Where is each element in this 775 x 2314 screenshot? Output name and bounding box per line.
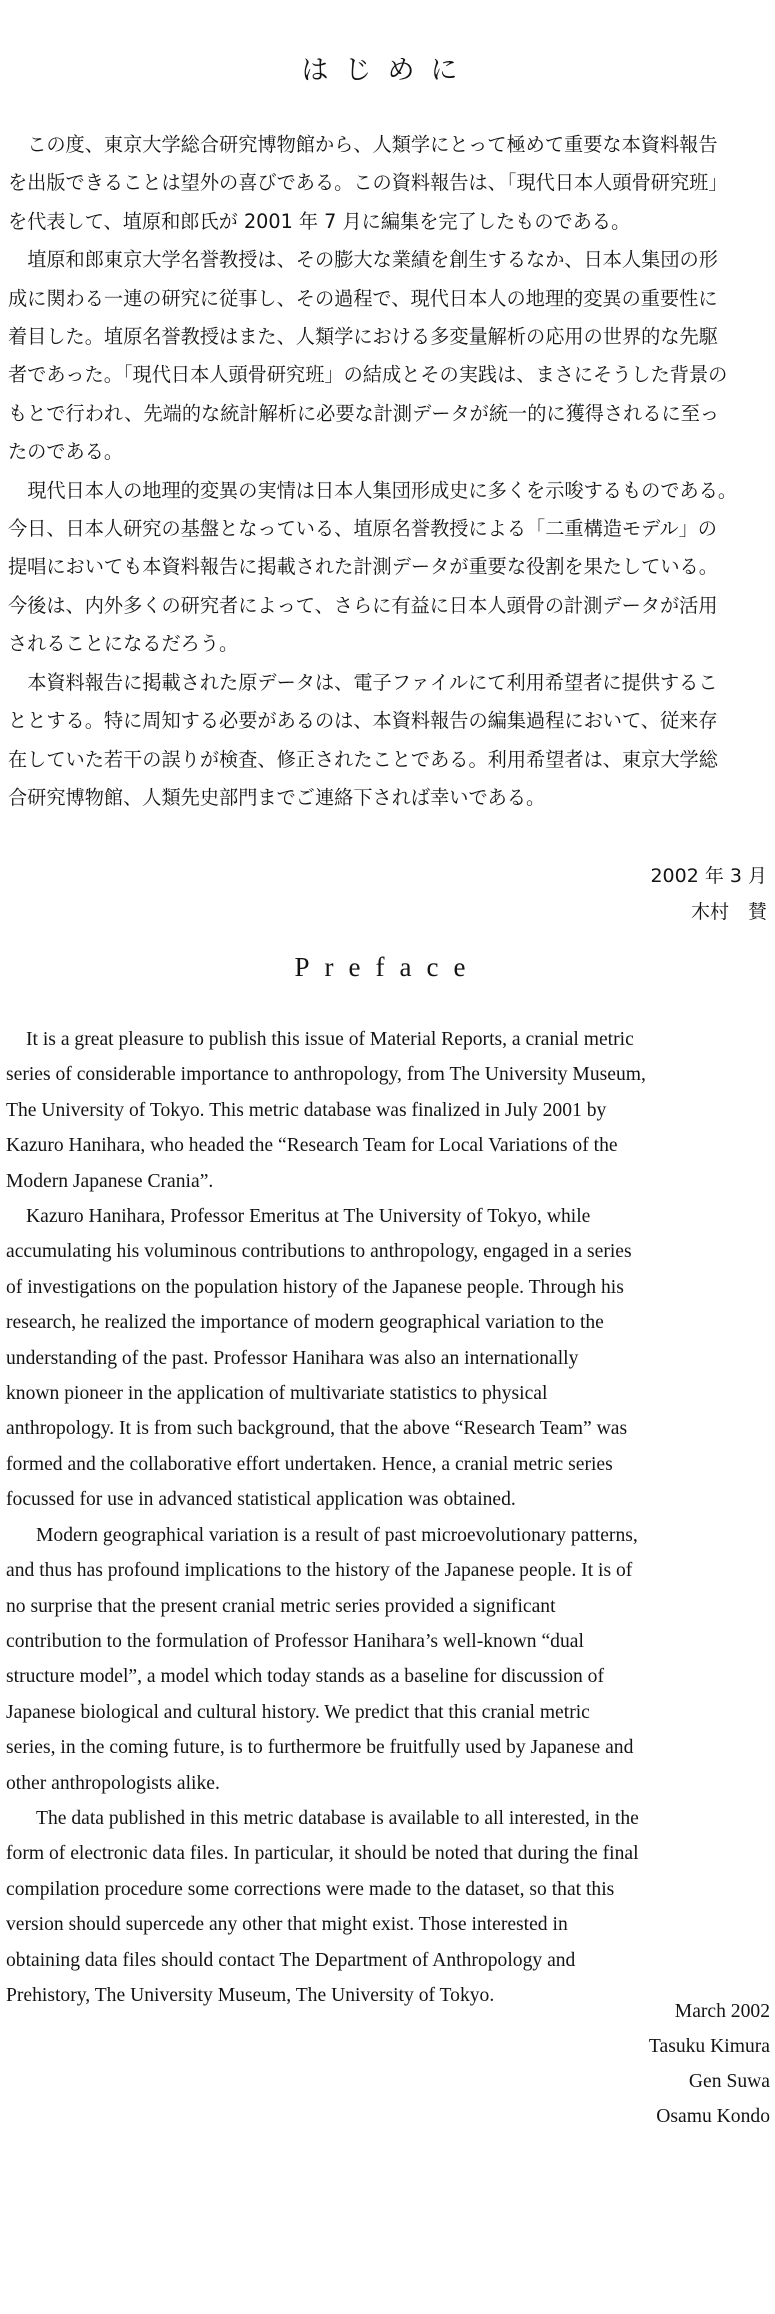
japanese-body [8,126,770,817]
japanese-title: はじめに [301,55,474,86]
english-paragraph: It is a great pleasure to publish this issue of Material Reports, a cranial metric series of considerable importance to anthropology, from The University Museum, The University of Tokyo. This metric database was finalized in July 2001 by Kazuro Hanihara, who headed the “Research Team for Local Variations of the Modern Japanese Crania”. [6,1029,646,1192]
english-date: March 2002 [674,2001,770,2022]
english-author: Tasuku Kimura [648,2036,770,2057]
english-signature [470,1994,770,2134]
japanese-date: 2002 年 3 月 [650,865,767,887]
japanese-author: 木村 賛 [690,901,767,923]
english-title: Preface [294,952,481,982]
english-body [6,1022,772,2013]
japanese-paragraph: この度、東京大学総合研究博物館から、人類学にとって極めて重要な本資料報告 を出版できることは望外の喜びである。この資料報告は、「現代日本人頭骨研究班」 を代表して、埴原和郎氏が 2001 年 7 月に編集を完了したものである。 [8,133,728,233]
japanese-signature [467,858,767,930]
english-author: Osamu Kondo [656,2106,770,2127]
english-author: Gen Suwa [688,2071,770,2092]
japanese-paragraph: 埴原和郎東京大学名誉教授は、その膨大な業績を創生するなか、日本人集団の形 成に関わる一連の研究に従事し、その過程で、現代日本人の地理的変異の重要性に 着目した。埴原名誉教授はまた、人類学における多変量解析の応用の世界的な先駆 者であった。「現代日本人頭骨研究班」の結成とその実践は、まさにそうした背景の もとで行われ、先端的な統計解析に必要な計測データが統一的に獲得されるに至っ たのである。 [8,248,728,464]
japanese-paragraph: 現代日本人の地理的変異の実情は日本人集団形成史に多くを示唆するものである。 今日、日本人研究の基盤となっている、埴原名誉教授による「二重構造モデル」の 提唱においても本資料報告に掲載された計測データが重要な役割を果たしている。 今後は、内外多くの研究者によって、さらに有益に日本人頭骨の計測データが活用 されることになるだろう。 [8,478,738,656]
english-paragraph: The data published in this metric database is available to all interested, in the form of electronic data files. In particular, it should be noted that during the final compilation procedure some corrections were made to the dataset, so that this version should supercede any other that might exist. Those interested in obtaining data files should contact The Department of Anthropology and Prehistory, The University Museum, The University of Tokyo. [6,1807,639,2006]
english-paragraph: Modern geographical variation is a result of past microevolutionary patterns, and thus has profound implications to the history of the Japanese people. It is of no surprise that the present cranial metric series provided a significant contribution to the formulation of Professor Hanihara’s well-known “dual structure model”, a model which today stands as a baseline for discussion of Japanese biological and cultural history. We predict that this cranial metric series, in the coming future, is to furthermore be fruitfully used by Japanese and other anthropologists alike. [6,1524,638,1794]
english-paragraph: Kazuro Hanihara, Professor Emeritus at The University of Tokyo, while accumulating his voluminous contributions to anthropology, engaged in a series of investigations on the population history of the Japanese people. Through his research, he realized the importance of modern geographical variation to the understanding of the past. Professor Hanihara was also an internationally known pioneer in the application of multivariate statistics to physical anthropology. It is from such background, that the above “Research Team” was formed and the collaborative effort undertaken. Hence, a cranial metric series focussed for use in advanced statistical application was obtained. [6,1206,632,1511]
japanese-paragraph: 本資料報告に掲載された原データは、電子ファイルにて利用希望者に提供するこ ととする。特に周知する必要があるのは、本資料報告の編集過程において、従来存 在していた若干の誤りが検査、修正されたことである。利用希望者は、東京大学総 合研究博物館、人類先史部門までご連絡下されば幸いである。 [8,670,718,809]
